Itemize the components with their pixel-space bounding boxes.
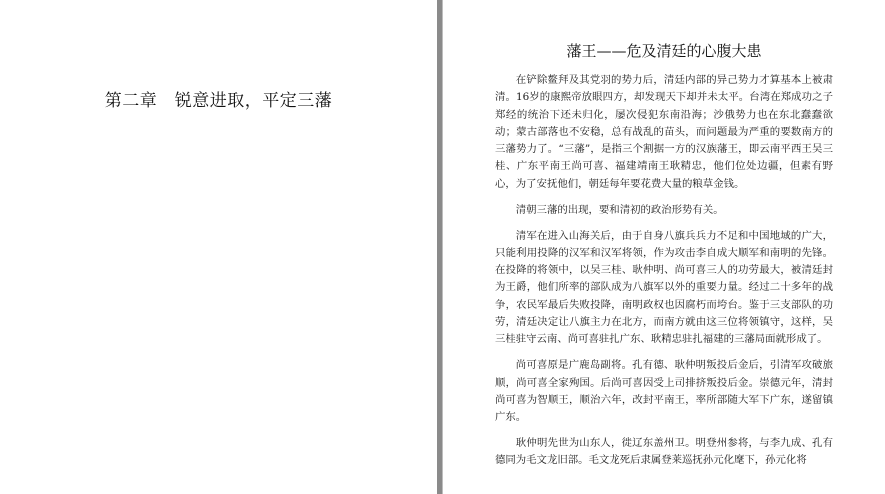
paragraph: 清军在进入山海关后，由于自身八旗兵兵力不足和中国地域的广大，只能利用投降的汉军和汉军将领，作为攻击李自成大顺军和南明的先锋。在投降的将领中，以吴三桂、耿仲明、尚可喜三人的功劳最大，被清廷封为王爵，他们所率的部队成为八旗军以外的重要力量。经过二十多年的战争，农民军最后失败投降，南明政权也因腐朽而垮台。鉴于三支部队的功劳，清廷决定让八旗主力在北方，而南方就由这三位将领镇守，这样，吴三桂驻守云南、尚可喜驻扎广东、耿精忠驻扎福建的三藩局面就形成了。	[495, 229, 833, 346]
chapter-title: 第二章 锐意进取，平定三藩	[104, 91, 333, 111]
left-page[interactable]	[0, 0, 437, 494]
paragraph: 耿仲明先世为山东人，徙辽东盖州卫。明登州参将，与李九成、孔有德同为毛文龙旧部。毛文龙死后隶属登莱巡抚孙元化麾下，孙元化将	[495, 437, 833, 467]
right-page[interactable]	[443, 0, 885, 494]
paragraph: 清朝三藩的出现，要和清初的政治形势有关。	[515, 203, 724, 216]
body-text	[495, 72, 833, 478]
paragraph: 尚可喜原是广鹿岛副将。孔有德、耿仲明叛投后金后，引清军攻破旅顺，尚可喜全家殉国。后尚可喜因受上司排挤叛投后金。崇德元年，清封尚可喜为智顺王，顺治六年，改封平南王，率所部随大军下广东，遂留镇广东。	[495, 359, 833, 424]
section-title: 藩王——危及清廷的心腹大患	[566, 42, 762, 60]
paragraph: 在铲除鳌拜及其党羽的势力后，清廷内部的异己势力才算基本上被肃清。16岁的康熙帝放眼四方，却发现天下却并未太平。台湾在郑成功之子郑经的统治下还未归化，屡次侵犯东南沿海；沙俄势力也在东北蠢蠢欲动；蒙古部落也不安稳，总有战乱的苗头，而问题最为严重的要数南方的三藩势力了。“三藩”，是指三个割据一方的汉族藩王，即云南平西王吴三桂、广东平南王尚可喜、福建靖南王耿精忠，他们位处边疆，但素有野心，为了安抚他们，朝廷每年要花费大量的粮草金钱。	[495, 74, 833, 190]
